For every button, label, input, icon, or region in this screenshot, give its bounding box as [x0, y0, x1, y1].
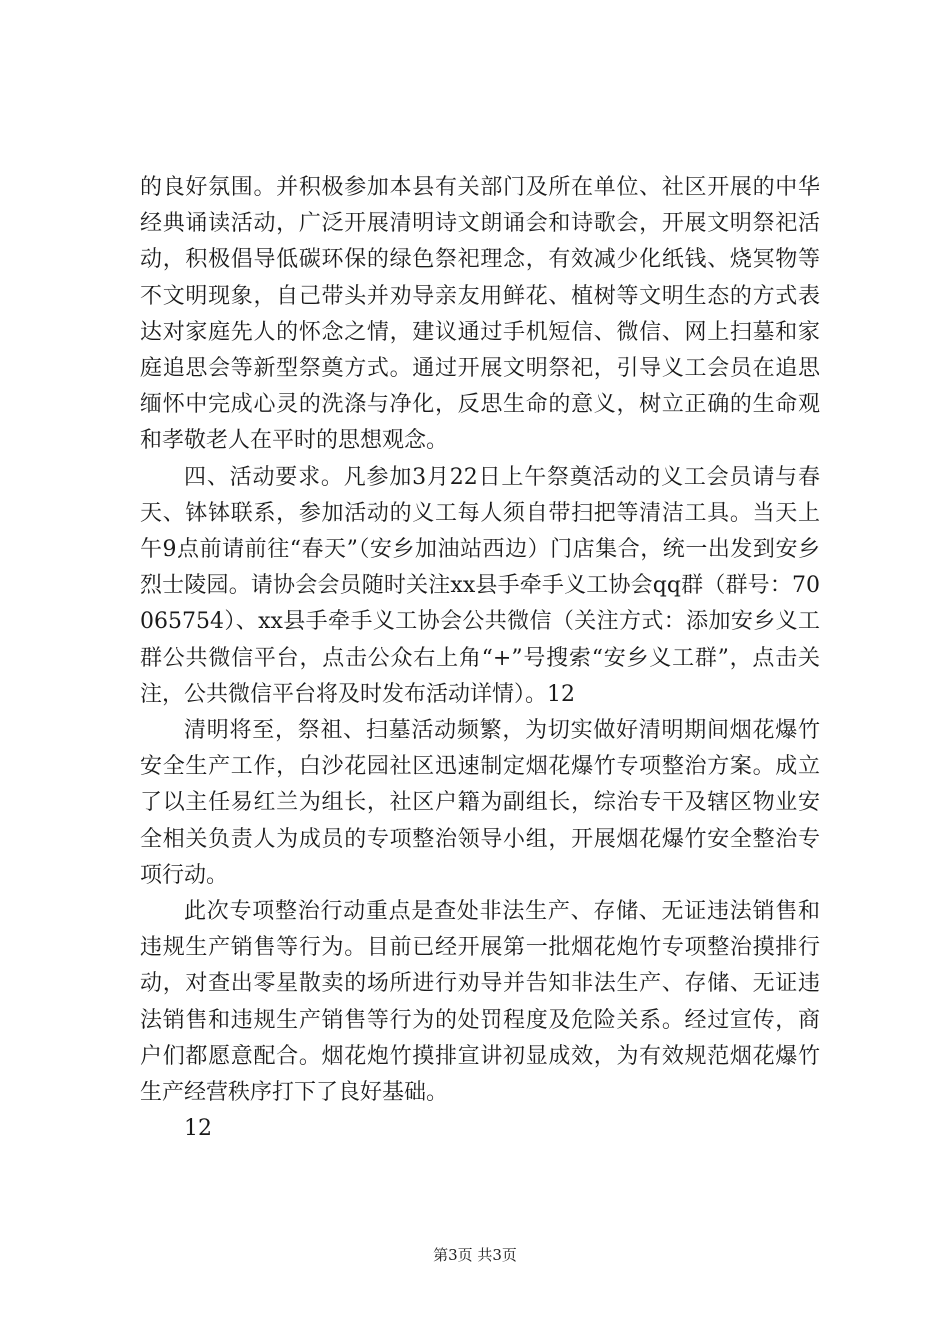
page-number-footer: 第3页 共3页	[433, 1246, 517, 1264]
paragraph-fireworks-plan: 清明将至，祭祖、扫墓活动频繁，为切实做好清明期间烟花爆竹安全生产工作，白沙花园社区迅速制定烟花爆竹专项整治方案。成立了以主任易红兰为组长，社区户籍为副组长，综治专干及辖区物业安全相关负责人为成员的专项整治领导小组，开展烟花爆竹安全整治专项行动。	[140, 718, 820, 888]
paragraph-activity-requirements: 四、活动要求。凡参加3月22日上午祭奠活动的义工会员请与春天、钵钵联系，参加活动的义工每人须自带扫把等清洁工具。当天上午9点前请前往“春天”（安乡加油站西边）门店集合，统一出发到安乡烈士陵园。请协会会员随时关注xx县手牵手义工协会qq群（群号：70065754）、xx县手牵手义工协会公共微信（关注方式：添加安乡义工群公共微信平台，点击公众右上角“+”号搜索“安乡义工群”，点击关注，公共微信平台将及时发布活动详情）。12	[140, 464, 820, 707]
paragraph-continuation: 的良好氛围。并积极参加本县有关部门及所在单位、社区开展的中华经典诵读活动，广泛开展清明诗文朗诵会和诗歌会，开展文明祭祀活动，积极倡导低碳环保的绿色祭祀理念，有效减少化纸钱、烧冥物等不文明现象，自己带头并劝导亲友用鲜花、植树等文明生态的方式表达对家庭先人的怀念之情，建议通过手机短信、微信、网上扫墓和家庭追思会等新型祭奠方式。通过开展文明祭祀，引导义工会员在追思缅怀中完成心灵的洗涤与净化，反思生命的意义，树立正确的生命观和孝敬老人在平时的思想观念。	[140, 175, 820, 454]
paragraph-trailing-number: 12	[184, 1116, 212, 1142]
paragraph-rectification-action: 此次专项整治行动重点是查处非法生产、存储、无证违法销售和违规生产销售等行为。目前已经开展第一批烟花炮竹专项整治摸排行动，对查出零星散卖的场所进行劝导并告知非法生产、存储、无证违法销售和违规生产销售等行为的处罚程度及危险关系。经过宣传，商户们都愿意配合。烟花炮竹摸排宣讲初显成效，为有效规范烟花爆竹生产经营秩序打下了良好基础。	[140, 899, 820, 1106]
document-body	[140, 170, 820, 1147]
